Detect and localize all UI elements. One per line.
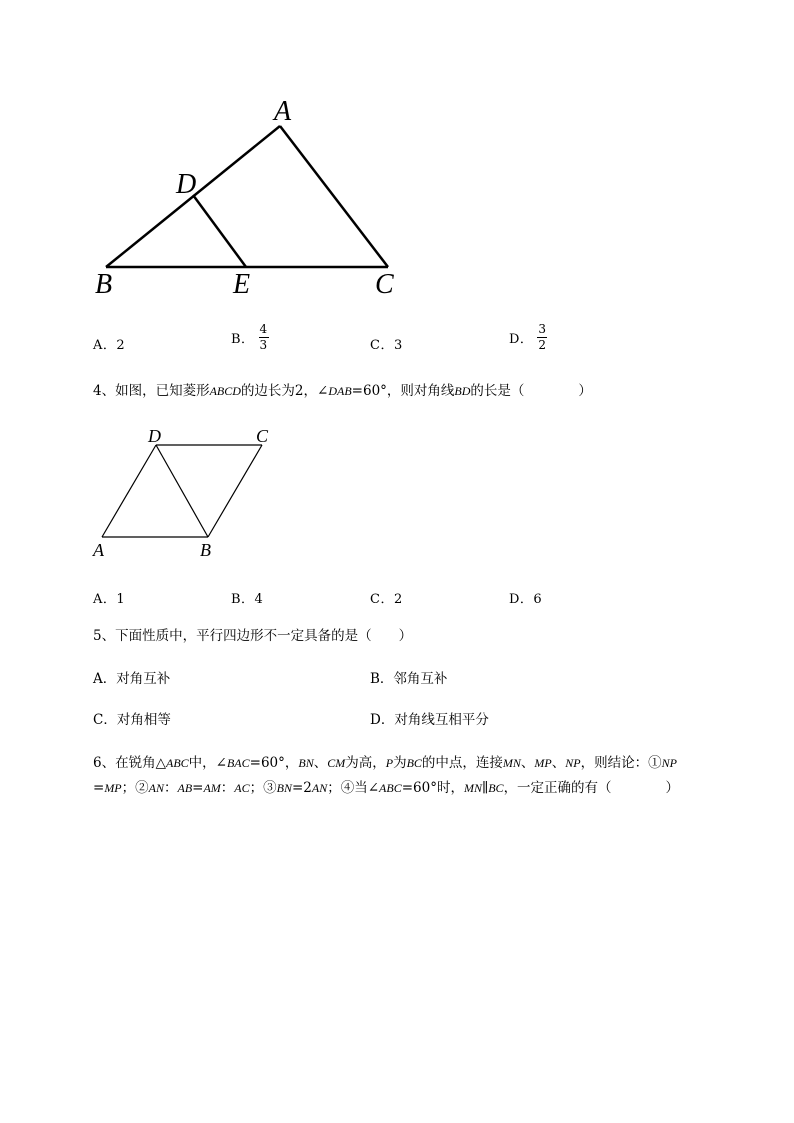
q6-v9: NP: [565, 756, 581, 770]
q6-v5: P: [385, 756, 394, 770]
q3-option-c: [370, 334, 403, 353]
q6-l2-t5: ：: [220, 780, 235, 796]
segment-bc: [208, 445, 262, 537]
q5-option-d: D．对角线互相平分: [370, 712, 489, 728]
q3-option-b-letter: B．: [231, 332, 255, 347]
q6-l2-t2: ；②: [121, 780, 149, 796]
q3-option-b: [231, 323, 269, 352]
q6-l2-v2: AN: [148, 781, 164, 795]
q6-l2-t1: =: [93, 780, 105, 796]
q6-l2-v4: AM: [203, 781, 221, 795]
q5-option-b: B．邻角互补: [370, 671, 448, 687]
q6-v3: BN: [298, 756, 314, 770]
q3-option-c-letter: C．: [370, 338, 394, 353]
label-a: A: [274, 96, 292, 127]
q3-option-a: [93, 334, 125, 353]
q6-l2-v10: BC: [488, 781, 504, 795]
q4-text-1: 4、如图，已知菱形: [93, 383, 210, 399]
question-6-line-2: [93, 778, 679, 798]
q6-l2-v8: ABC: [379, 781, 402, 795]
q6-l2-v7: AN: [311, 781, 328, 795]
q6-t6: 为: [393, 755, 407, 771]
question-4-text: [93, 381, 592, 401]
question-6-line-1: [93, 753, 677, 773]
label-d: D: [148, 426, 161, 446]
q6-l2-v6: BN: [276, 781, 292, 795]
label-a: A: [93, 540, 104, 560]
q4-option-c: C．2: [370, 592, 403, 607]
q6-l2-v9: MN: [463, 781, 482, 795]
diagonal-bd: [156, 445, 208, 537]
q4-option-a: A．1: [93, 592, 126, 607]
q4-var-dab: DAB: [328, 384, 352, 398]
q3-option-d-den: 2: [538, 338, 547, 352]
q6-t10: ，则结论：①: [580, 755, 662, 771]
label-b: B: [200, 540, 211, 560]
q6-v8: MP: [534, 756, 552, 770]
segment-ac: [280, 126, 388, 267]
q6-l2-t8: ；④当∠: [327, 780, 380, 796]
q6-l2-t10: ∥: [481, 780, 489, 796]
q6-t2: 中，∠: [188, 755, 227, 771]
q3-option-d-num: 3: [538, 322, 547, 336]
q6-l2-t3: ：: [163, 780, 178, 796]
q6-l2-v3: AB: [177, 781, 193, 795]
q4-var-abcd: ABCD: [209, 384, 241, 398]
q6-t8: 、: [520, 755, 535, 771]
q6-l2-t9: =60°时，: [401, 780, 464, 796]
q4-option-b: B．4: [231, 592, 264, 607]
label-b: B: [95, 269, 113, 300]
q6-l2-t7: =2: [291, 780, 312, 796]
rhombus-figure: [90, 422, 280, 562]
q6-v10: NP: [661, 756, 677, 770]
label-c: C: [375, 269, 394, 300]
label-c: C: [256, 426, 269, 446]
q6-v7: MN: [502, 756, 521, 770]
q3-option-d: [509, 323, 547, 352]
segment-da: [102, 445, 156, 537]
q3-option-b-num: 4: [259, 322, 268, 336]
q4-text-2: 的边长为2，∠: [240, 383, 329, 399]
q3-option-b-fraction: [259, 323, 269, 352]
q6-l2-v5: AC: [234, 781, 250, 795]
q6-l2-t11: ，一定正确的有（ ）: [503, 780, 680, 796]
q6-v6: BC: [406, 756, 422, 770]
q6-t9: 、: [551, 755, 566, 771]
q3-option-a-letter: A．: [93, 338, 117, 353]
q4-text-3: =60°，则对角线: [351, 383, 455, 399]
q5-option-c: C．对角相等: [93, 712, 171, 728]
q3-option-b-den: 3: [259, 338, 268, 352]
label-d: D: [176, 169, 197, 200]
q3-option-c-value: 3: [393, 338, 403, 353]
q6-v4: CM: [327, 756, 346, 770]
segment-de: [193, 195, 246, 267]
q6-l2-t6: ；③: [249, 780, 277, 796]
q3-option-d-letter: D．: [509, 332, 534, 347]
q4-var-bd: BD: [454, 384, 471, 398]
q6-t7: 的中点，连接: [421, 755, 503, 771]
label-e: E: [233, 269, 251, 300]
q6-l2-v1: MP: [104, 781, 122, 795]
q4-option-d: D．6: [509, 592, 543, 607]
q4-text-4: 的长是（ ）: [470, 383, 592, 399]
q6-v2: BAC: [226, 756, 250, 770]
question-5-text: 5、下面性质中，平行四边形不一定具备的是（ ）: [93, 628, 413, 644]
q6-v1: ABC: [165, 756, 189, 770]
q5-option-a: A．对角互补: [93, 671, 171, 687]
q6-t1: 6、在锐角△: [93, 755, 166, 771]
triangle-figure: [90, 90, 410, 305]
q6-t4: 、: [313, 755, 328, 771]
q6-t5: 为高，: [345, 755, 386, 771]
q3-option-a-value: 2: [116, 338, 126, 353]
q6-t3: =60°，: [249, 755, 299, 771]
q6-l2-t4: =: [192, 780, 204, 796]
q3-option-d-fraction: [537, 323, 547, 352]
